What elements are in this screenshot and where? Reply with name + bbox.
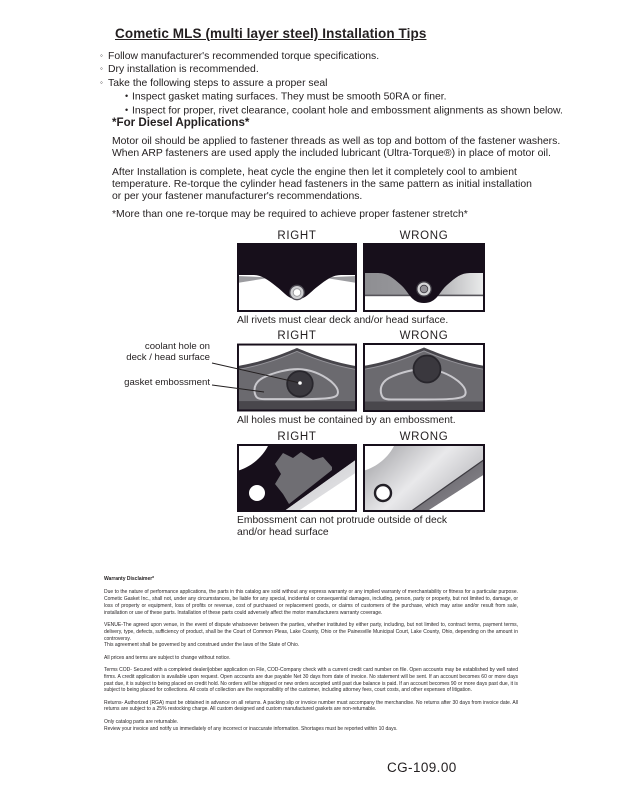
diesel-paragraph-line: or per your fastener manufacturer's recommendations.: [112, 191, 363, 203]
venue-text: VENUE-The agreed upon venue, in the event of dispute whatsoever between the parties, whether instituted by either party, including, but not limited to, contract terms, payment terms, delivery, type, defects, sufficiency of product, shall be the Court of Common Pleas, Lake County, Ohio or the Painesville Municipal Court, Lake County, Ohio, depending on the amount in controversy.: [104, 621, 518, 642]
page-title: Cometic MLS (multi layer steel) Installation Tips: [115, 26, 427, 41]
diesel-paragraph-line: After Installation is complete, heat cycle the engine then let it completely cool to ambient: [112, 166, 517, 178]
retorque-note: *More than one re-torque may be required to achieve proper fastener stretch*: [112, 209, 468, 221]
bullet-dot-icon: •: [125, 105, 129, 116]
figure-rivet-clearance: [237, 230, 485, 327]
bullet-circle-icon: ◦: [100, 64, 103, 74]
fig2-wrong-diagram: [363, 343, 485, 412]
catalog-number: CG-109.00: [387, 760, 457, 775]
bullet-item: [100, 77, 560, 90]
fig3-caption: [237, 515, 485, 539]
diesel-heading: *For Diesel Applications*: [112, 116, 250, 129]
bullet-item: [100, 63, 560, 76]
sub-bullet-text: Inspect for proper, rivet clearance, coolant hole and embossment alignments as shown below.: [132, 105, 563, 117]
bullet-circle-icon: ◦: [100, 51, 103, 60]
venue-governing-law-text: This agreement shall be governed by and construed under the laws of the State of Ohio.: [104, 642, 300, 649]
fig1-wrong-diagram: [363, 243, 485, 312]
fig1-caption: All rivets must clear deck and/or head surface.: [237, 315, 449, 326]
warranty-disclaimer-section: [104, 576, 518, 738]
terms-cod-paragraph: Terms COD- Secured with a completed dealer/jobber application on File, COD-Company check with a current credit card number on file. Open accounts may be established by well rated firms. A credit application is available upon request. Open accounts are due payable Net 30 days from date of invoice. No statement will be sent. If an account becomes 60 or more days past due, it is subject to being placed on credit hold. No orders will be shipped or new orders accepted until past due balance is paid. If an account becomes 90 or more days past due, it is subject to being placed for collections. All costs of collection are the responsibility of the customer, including attorney fees, court costs, and other expenses of litigation.: [104, 666, 518, 694]
warranty-venue-paragraph: [104, 622, 518, 649]
fig3-right-diagram: [237, 444, 357, 512]
bullet-text: Dry installation is recommended.: [108, 64, 259, 76]
diesel-applications-section: [112, 116, 572, 222]
fig2-wrong-label: WRONG: [399, 330, 449, 342]
annotation-line: deck / head surface: [126, 352, 210, 363]
diesel-paragraph-line: temperature. Re-torque the cylinder head fasteners in the same pattern as initial installation: [112, 178, 532, 190]
returns-paragraph: Returns- Authorized (RGA) must be obtained in advance on all returns. A packing slip or invoice number must accompany the merchandise. No returns after 30 days from invoice date. All returns are subject to a 25% restocking charge. All custom designed and custom manufactured gaskets are non-returnable.: [104, 699, 518, 713]
installation-tips-section: [100, 26, 563, 118]
review-invoice-text: Review your invoice and notify us immediately of any incorrect or inaccurate information. Shortages must be reported within 10 days.: [104, 725, 398, 732]
fig3-caption-line: Embossment can not protrude outside of deck: [237, 515, 448, 526]
bullet-text: Take the following steps to assure a proper seal: [108, 77, 328, 89]
fig3-wrong-label: WRONG: [399, 431, 449, 443]
fig2-caption: All holes must be contained by an embossment.: [237, 415, 456, 426]
fig1-wrong-label: WRONG: [399, 230, 449, 242]
catalog-returns-paragraph: [104, 719, 518, 733]
sub-bullet-item: [125, 90, 560, 104]
bullet-text: Follow manufacturer's recommended torque specifications.: [108, 51, 380, 62]
diesel-paragraph-line: When ARP fasteners are used apply the included lubricant (Ultra-Torque®) in place of motor oil.: [112, 148, 551, 160]
fig1-right-diagram: [237, 243, 357, 312]
fig3-caption-line: and/or head surface: [237, 526, 329, 538]
leader-lines: [100, 340, 310, 400]
diesel-paragraph-line: Motor oil should be applied to fastener threads as well as top and bottom of the fastener washers.: [112, 136, 561, 147]
only-catalog-text: Only catalog parts are returnable.: [104, 718, 179, 725]
warranty-liability-paragraph: Due to the nature of performance applications, the parts in this catalog are sold without any express warranty or any implied warranty of merchantability or fitness for a particular purpose. Cometic Gasket Inc., shall not, under any circumstances, be liable for any special, incidental or consequential damages, including, person, party or property, but not limited to, damage, or loss of property or equipment, loss of profits or revenue, cost of purchased or replacement goods, or claims of customers of the purchase, which may arise and/or result from sale, installation or use of these parts. Installation of these parts could adversely affect the motor manufacturers warranty coverage.: [104, 589, 518, 616]
fig2-right-label: RIGHT: [277, 330, 317, 342]
bullet-circle-icon: ◦: [100, 77, 103, 87]
warranty-heading: Warranty Disclaimer*: [104, 576, 155, 582]
figure-embossment-protrusion: [237, 431, 485, 539]
annotation-line: gasket embossment: [124, 377, 210, 388]
fig3-right-label: RIGHT: [277, 431, 317, 443]
prices-notice-paragraph: All prices and terms are subject to change without notice.: [104, 654, 231, 661]
fig3-wrong-diagram: [363, 444, 485, 512]
sub-bullet-text: Inspect gasket mating surfaces. They must be smooth 50RA or finer.: [132, 91, 447, 103]
bullet-item: [100, 50, 560, 63]
fig1-right-label: RIGHT: [277, 230, 317, 242]
annotation-line: coolant hole on: [144, 341, 210, 352]
bullet-dot-icon: •: [125, 91, 129, 102]
